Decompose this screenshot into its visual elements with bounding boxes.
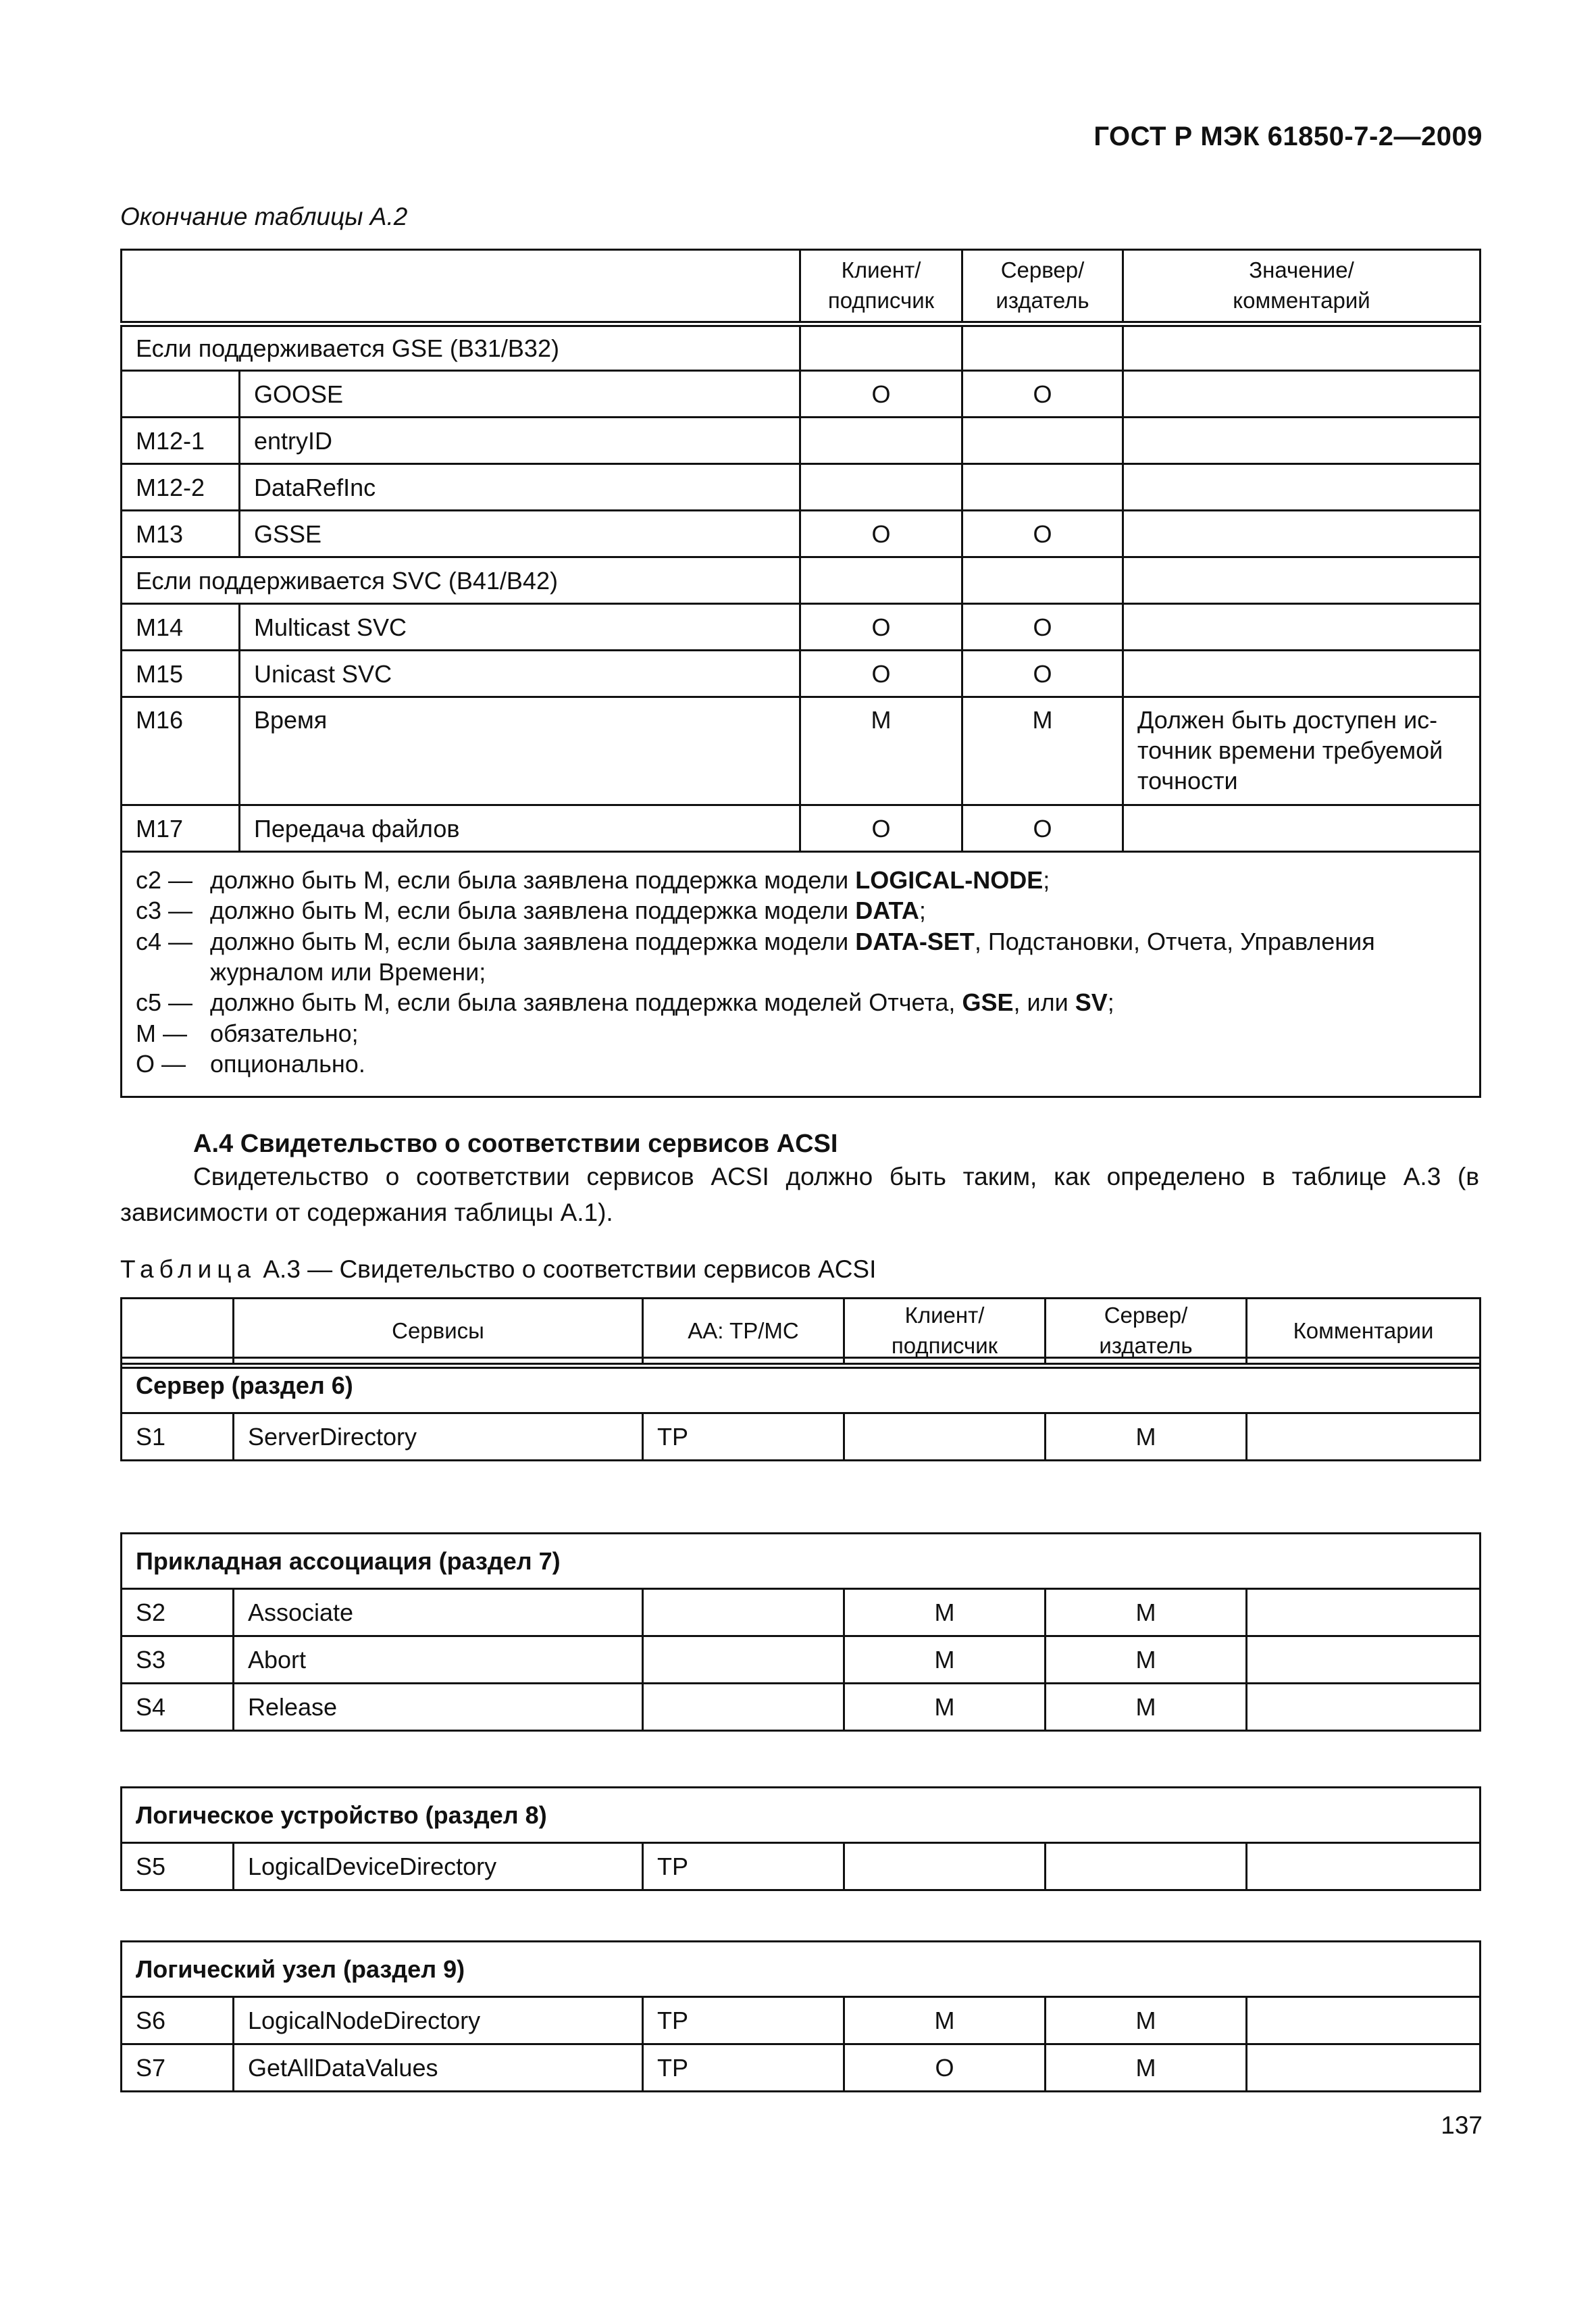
note-bold: DATA-SET [855, 927, 975, 955]
cell-name: Multicast SVC [240, 604, 800, 651]
table-row [122, 604, 1481, 651]
note-text: опционально. [210, 1050, 365, 1078]
cell-id: M15 [122, 651, 240, 697]
note-line [136, 895, 1466, 926]
cell-comment [1123, 464, 1481, 511]
service-server: M [1046, 1589, 1247, 1636]
table-row [122, 511, 1481, 557]
table-a2-caption: Окончание таблицы А.2 [120, 203, 408, 230]
note-line [136, 865, 1466, 895]
page-number: 137 [1441, 2111, 1483, 2139]
cell-name: Unicast SVC [240, 651, 800, 697]
service-name: Release [234, 1684, 643, 1731]
service-server: M [1046, 1684, 1247, 1731]
service-id: S1 [122, 1413, 234, 1461]
note-key: c4 — [136, 927, 193, 955]
cell-name: entryID [240, 418, 800, 464]
table-a3-title [120, 1255, 876, 1284]
note-key: c5 — [136, 988, 193, 1017]
cell-server [962, 557, 1123, 604]
cell-comment [1123, 651, 1481, 697]
service-id: S3 [122, 1636, 234, 1684]
cell-name: GSSE [240, 511, 800, 557]
section-label: Если поддерживается GSE (B31/B32) [122, 324, 800, 371]
column-comments: Комментарии [1247, 1299, 1481, 1366]
service-aa: TP [643, 1997, 844, 2044]
cell-comment: Должен быть доступен ис- точник времени требуемой точности [1123, 697, 1481, 805]
cell-server: M [962, 697, 1123, 805]
note-text: обязательно; [210, 1019, 359, 1047]
group-title-row [122, 1358, 1481, 1413]
service-server: M [1046, 1413, 1247, 1461]
service-comment [1247, 1589, 1481, 1636]
group-title: Прикладная ассоциация (раздел 7) [122, 1534, 1481, 1589]
note-text: должно быть М, если была заявлена поддержка модели DATA; [210, 897, 926, 925]
column-id-blank [122, 1299, 234, 1366]
table-a2-header-blank [122, 250, 800, 324]
cell-server [962, 324, 1123, 371]
group-title: Логическое устройство (раздел 8) [122, 1788, 1481, 1843]
service-aa: TP [643, 1413, 844, 1461]
service-comment [1247, 1413, 1481, 1461]
service-server: M [1046, 2044, 1247, 2092]
cell-server [962, 418, 1123, 464]
group-title-row [122, 1942, 1481, 1997]
group-title: Логический узел (раздел 9) [122, 1942, 1481, 1997]
service-comment [1247, 1843, 1481, 1890]
table-row [122, 464, 1481, 511]
note-bold: SV [1075, 988, 1108, 1017]
service-client: M [844, 1684, 1046, 1731]
note-bold: DATA [855, 897, 919, 925]
cell-name: Время [240, 697, 800, 805]
column-value: Значение/ комментарий [1123, 250, 1481, 324]
cell-server: O [962, 805, 1123, 852]
service-aa: TP [643, 2044, 844, 2092]
column-client: Клиент/ подписчик [844, 1299, 1046, 1366]
service-group-table [120, 1786, 1481, 1891]
cell-client: M [800, 697, 962, 805]
column-aa: AA: TP/MC [643, 1299, 844, 1366]
service-name: Abort [234, 1636, 643, 1684]
column-server: Сервер/ издатель [1046, 1299, 1247, 1366]
cell-comment [1123, 511, 1481, 557]
table-a3-title-text: А.3 — Свидетельство о соответствии сервисов ACSI [256, 1255, 877, 1283]
note-text: должно быть М, если была заявлена поддержка модели DATA-SET, Подстановки, Отчета, Управления журналом или Времени; [210, 927, 1375, 986]
service-client: M [844, 1589, 1046, 1636]
table-a3-title-word: Таблица [120, 1255, 257, 1283]
service-client [844, 1413, 1046, 1461]
cell-client [800, 557, 962, 604]
cell-comment [1123, 604, 1481, 651]
column-server: Сервер/ издатель [962, 250, 1123, 324]
service-aa [643, 1684, 844, 1731]
service-client: O [844, 2044, 1046, 2092]
service-client [844, 1843, 1046, 1890]
note-bold: LOGICAL-NODE [855, 866, 1044, 894]
group-title: Сервер (раздел 6) [122, 1358, 1481, 1413]
table-row [122, 418, 1481, 464]
service-name: ServerDirectory [234, 1413, 643, 1461]
service-group-table [120, 1532, 1481, 1732]
note-bold: GSE [962, 988, 1014, 1017]
cell-comment [1123, 324, 1481, 371]
cell-comment [1123, 371, 1481, 418]
service-aa [643, 1589, 844, 1636]
cell-server [962, 464, 1123, 511]
cell-server: O [962, 511, 1123, 557]
cell-id: M12-2 [122, 464, 240, 511]
table-row [122, 805, 1481, 852]
section-label: Если поддерживается SVC (B41/B42) [122, 557, 800, 604]
service-client: M [844, 1636, 1046, 1684]
section-a4-body: Свидетельство о соответствии сервисов ACSI должно быть таким, как определено в таблице А.3 (в зависимости от содержания таблицы А.1). [120, 1163, 1479, 1226]
table-section-row [122, 557, 1481, 604]
note-text: должно быть М, если была заявлена поддержка модели LOGICAL-NODE; [210, 866, 1050, 894]
table-a3-header-row [122, 1299, 1481, 1366]
service-id: S5 [122, 1843, 234, 1890]
cell-name: GOOSE [240, 371, 800, 418]
cell-server: O [962, 604, 1123, 651]
service-name: LogicalNodeDirectory [234, 1997, 643, 2044]
service-row [122, 1684, 1481, 1731]
note-line [136, 926, 1466, 988]
note-key: c2 — [136, 866, 193, 894]
note-line [136, 1018, 1466, 1049]
table-a2 [120, 249, 1481, 1098]
note-text: должно быть М, если была заявлена поддержка моделей Отчета, GSE, или SV; [210, 988, 1114, 1017]
note-key: c3 — [136, 897, 193, 925]
service-row [122, 1997, 1481, 2044]
service-name: LogicalDeviceDirectory [234, 1843, 643, 1890]
column-services: Сервисы [234, 1299, 643, 1366]
cell-client: O [800, 604, 962, 651]
service-server: M [1046, 1636, 1247, 1684]
service-aa [643, 1636, 844, 1684]
cell-id [122, 371, 240, 418]
cell-name: DataRefInc [240, 464, 800, 511]
cell-id: M16 [122, 697, 240, 805]
service-row [122, 1843, 1481, 1890]
service-row [122, 1636, 1481, 1684]
group-title-row [122, 1534, 1481, 1589]
cell-id: M17 [122, 805, 240, 852]
cell-server: O [962, 651, 1123, 697]
table-section-row [122, 324, 1481, 371]
service-group-table [120, 1357, 1481, 1461]
service-server [1046, 1843, 1247, 1890]
cell-comment [1123, 418, 1481, 464]
service-group-table [120, 1940, 1481, 2092]
cell-comment [1123, 805, 1481, 852]
notes-row [122, 852, 1481, 1097]
service-name: Associate [234, 1589, 643, 1636]
cell-client [800, 464, 962, 511]
service-server: M [1046, 1997, 1247, 2044]
document-id: ГОСТ Р МЭК 61850-7-2—2009 [1093, 122, 1483, 151]
service-id: S2 [122, 1589, 234, 1636]
cell-id: M13 [122, 511, 240, 557]
table-row [122, 697, 1481, 805]
cell-client: O [800, 511, 962, 557]
cell-client [800, 418, 962, 464]
note-key: M — [136, 1019, 187, 1047]
cell-client: O [800, 651, 962, 697]
service-aa: TP [643, 1843, 844, 1890]
service-name: GetAllDataValues [234, 2044, 643, 2092]
service-row [122, 1589, 1481, 1636]
cell-client: O [800, 805, 962, 852]
service-row [122, 1413, 1481, 1461]
column-client: Клиент/ подписчик [800, 250, 962, 324]
service-row [122, 2044, 1481, 2092]
service-client: M [844, 1997, 1046, 2044]
service-id: S6 [122, 1997, 234, 2044]
table-a2-header-row [122, 250, 1481, 324]
service-comment [1247, 1636, 1481, 1684]
service-comment [1247, 1684, 1481, 1731]
service-comment [1247, 1997, 1481, 2044]
cell-client [800, 324, 962, 371]
cell-name: Передача файлов [240, 805, 800, 852]
table-row [122, 371, 1481, 418]
service-id: S4 [122, 1684, 234, 1731]
note-key: O — [136, 1050, 186, 1078]
cell-comment [1123, 557, 1481, 604]
service-comment [1247, 2044, 1481, 2092]
group-title-row [122, 1788, 1481, 1843]
cell-id: M12-1 [122, 418, 240, 464]
table-row [122, 651, 1481, 697]
note-line [136, 1049, 1466, 1079]
cell-client: O [800, 371, 962, 418]
cell-server: O [962, 371, 1123, 418]
note-line [136, 987, 1466, 1017]
section-a4-title: А.4 Свидетельство о соответствии сервисов ACSI [193, 1130, 838, 1158]
table-notes [122, 852, 1481, 1097]
service-id: S7 [122, 2044, 234, 2092]
cell-id: M14 [122, 604, 240, 651]
